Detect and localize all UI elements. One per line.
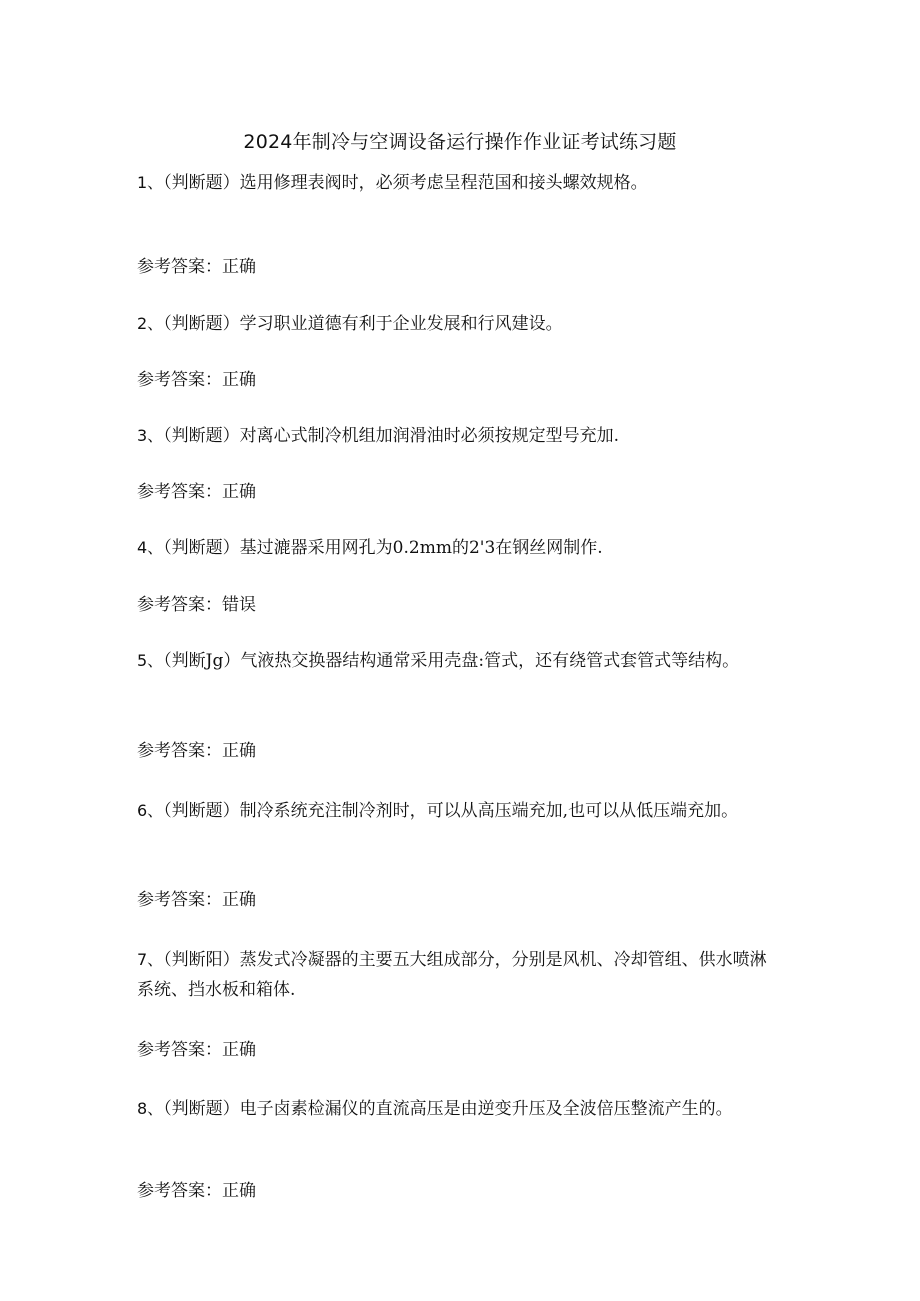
answer-3	[137, 477, 256, 507]
answer-8-value: 正确	[222, 1181, 256, 1201]
answer-4	[137, 590, 256, 620]
question-4-body: （判断题）基过漉器采用网孔为0.2mm的2'3在钢丝网制作.	[163, 538, 603, 558]
answer-prefix: 参考答案：	[137, 1181, 222, 1201]
question-6-number: 6、	[137, 801, 164, 820]
question-8-number: 8、	[137, 1099, 164, 1118]
answer-6	[137, 885, 256, 915]
question-2-body: （判断题）学习职业道德有利于企业发展和行风建设。	[163, 314, 563, 334]
answer-7	[137, 1035, 256, 1065]
answer-3-value: 正确	[222, 482, 256, 502]
question-5-number: 5、	[137, 651, 164, 670]
question-3	[137, 421, 777, 502]
question-6	[137, 796, 777, 910]
answer-1	[137, 252, 256, 282]
question-7-number: 7、	[137, 950, 164, 969]
question-5-text	[137, 646, 777, 676]
question-2	[137, 309, 777, 390]
answer-prefix: 参考答案：	[137, 595, 222, 615]
answer-prefix: 参考答案：	[137, 370, 222, 390]
answer-prefix: 参考答案：	[137, 1040, 222, 1060]
question-4	[137, 533, 777, 615]
question-1-text	[137, 168, 777, 198]
question-4-number: 4、	[137, 538, 164, 557]
answer-6-value: 正确	[222, 890, 256, 910]
question-8-text	[137, 1094, 777, 1124]
document-title: 2024年制冷与空调设备运行操作作业证考试练习题	[243, 131, 677, 153]
answer-5-value: 正确	[222, 741, 256, 761]
question-3-number: 3、	[137, 426, 164, 445]
answer-1-value: 正确	[222, 257, 256, 277]
question-5-body: （判断Jg）气液热交换器结构通常采用壳盘:管式，还有绕管式套管式等结构。	[163, 651, 740, 671]
question-5	[137, 646, 777, 761]
answer-2-value: 正确	[222, 370, 256, 390]
answer-4-value: 错误	[222, 595, 256, 615]
question-7	[137, 945, 777, 1060]
question-4-text	[137, 533, 777, 563]
question-7-text	[137, 945, 777, 1005]
question-1	[137, 168, 777, 277]
question-6-text	[137, 796, 777, 826]
answer-prefix: 参考答案：	[137, 741, 222, 761]
question-6-body: （判断题）制冷系统充注制冷剂时，可以从高压端充加,也可以从低压端充加。	[163, 801, 739, 821]
question-2-text	[137, 309, 777, 339]
question-8	[137, 1094, 777, 1201]
question-3-text	[137, 421, 777, 451]
answer-prefix: 参考答案：	[137, 482, 222, 502]
question-1-number: 1、	[137, 173, 164, 192]
answer-5	[137, 736, 256, 766]
answer-8	[137, 1176, 256, 1206]
question-2-number: 2、	[137, 314, 164, 333]
question-3-body: （判断题）对离心式制冷机组加润滑油时必须按规定型号充加.	[163, 426, 620, 446]
answer-2	[137, 365, 256, 395]
question-1-body: （判断题）选用修理表阀时，必须考虑呈程范国和接头螺效规格。	[163, 173, 648, 193]
answer-7-value: 正确	[222, 1040, 256, 1060]
question-7-body: （判断阳）蒸发式冷凝器的主要五大组成部分，分别是风机、冷却管组、供水喷淋系统、挡水板和箱体.	[137, 950, 767, 1000]
question-8-body: （判断题）电子卤素检漏仪的直流高压是由逆变升压及全波倍压整流产生的。	[163, 1099, 733, 1119]
answer-prefix: 参考答案：	[137, 257, 222, 277]
answer-prefix: 参考答案：	[137, 890, 222, 910]
